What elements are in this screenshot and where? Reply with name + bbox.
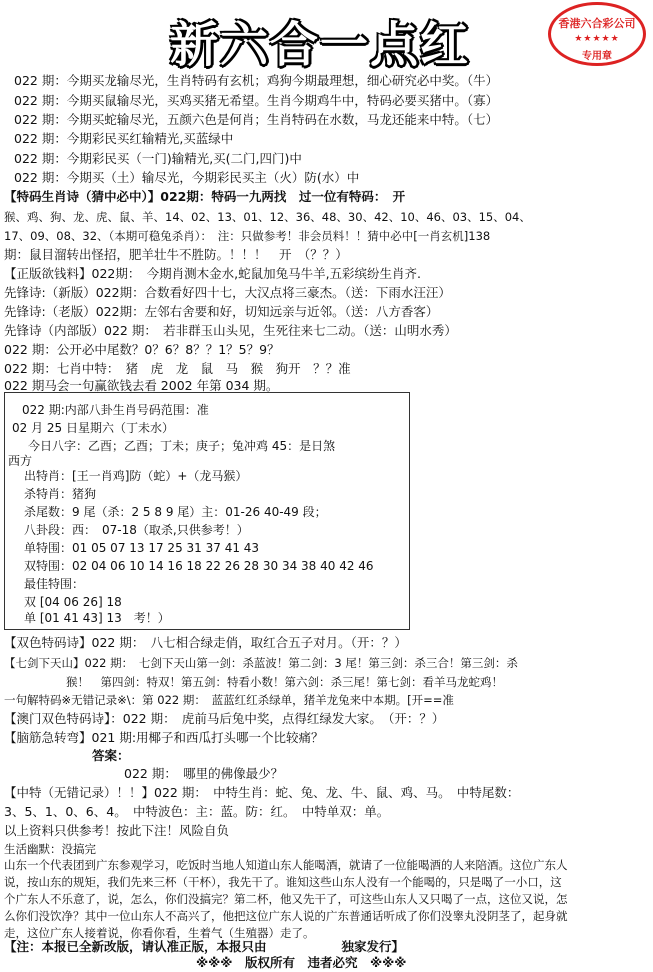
xianfeng-poem: 先锋诗（内部版）022 期： 若非群玉山头见，生死往来七二动。（送：山明水秀）	[4, 323, 457, 338]
box-row	[24, 609, 653, 627]
zhongte-line: 3、5、1、0、6、4。 中特波色：主：蓝。防：红。 中特单双：单。	[4, 804, 390, 819]
box-row	[24, 539, 653, 557]
yiju-jie-line: 一句解特码※无错记录※\：第 022 期： 蓝蓝红红杀绿单，猪羊龙兔来中本期。[开==准	[4, 693, 454, 707]
prediction-line: 022 期：今期彩民买红输精光,买蓝绿中	[14, 131, 234, 146]
row-value: [04 06 26] 18	[39, 595, 122, 609]
box-row	[24, 521, 653, 539]
row-label: 最佳特围：	[24, 577, 85, 591]
row-label: 双特围：	[24, 559, 73, 573]
page-title: 新六合一点红	[170, 17, 471, 73]
company-seal	[548, 2, 646, 66]
naojin-line: 【脑筋急转弯】021 期:用椰子和西瓜打头哪一个比较痛？	[4, 730, 324, 745]
notice-line: 【注：本报已全新改版，请认准正版，本报只由 独家发行】	[4, 939, 405, 954]
seal-stars: ★★★★★	[574, 34, 620, 44]
row-value: 猪狗	[72, 487, 97, 501]
box-row	[24, 503, 653, 521]
row-value: 9 尾（杀：2 5 8 9 尾）主：01-26 40-49 段；	[72, 505, 327, 519]
poem-line: 猴、鸡、狗、龙、虎、鼠、羊、14、02、13、01、12、36、48、30、42、10、46、03、15、04、	[4, 210, 531, 224]
humor-heading: 生活幽默：没搞完	[4, 842, 96, 856]
zhengban-heading: 【正版欲钱料】022期： 今期肖测木金水,蛇鼠加兔马牛羊,五彩缤纷生肖齐.	[4, 266, 422, 281]
box-row	[24, 467, 653, 485]
bagua-date: 02 月 25 日星期六（丁未水）	[12, 421, 174, 435]
xianfeng-poem: 先锋诗:（老版）022期：左邻右舍要和好，切知远亲与近邻。（送：八方香客）	[4, 304, 439, 319]
row-value: 西： 07-18（取杀,只供参考！）	[72, 523, 249, 537]
humor-line: 个广东人不乐意了，说，怎么，你们没搞完？第二杯，他又先干了，可这些山东人又只喝了一点，这位又说，怎	[4, 892, 568, 906]
prediction-line: 022 期：今期彩民买（一门)输精光,买(二门,四门)中	[14, 151, 302, 166]
row-value: 01 05 07 13 17 25 31 37 41 43	[72, 541, 260, 555]
naojin-line: 022 期： 哪里的佛像最少？	[124, 766, 284, 781]
row-value: [王一肖鸡]防（蛇）+（龙马猴）	[72, 469, 248, 483]
qijian-line: 【七剑下天山】022 期： 七剑下天山第一剑：杀蓝波！第二剑：3 尾！第三剑：杀三合！第三剑：杀	[4, 656, 518, 670]
humor-line: 么你们没饮净？其中一位山东人不高兴了，他把这位广东人说的广东普通话听成了你们没睾丸没阴茎了，起身就	[4, 909, 568, 923]
bagua-bazi: 今日八字：乙酉；乙酉；丁未；庚子；兔冲鸡 45：是日煞	[28, 439, 336, 453]
qijian-line: 猴！ 第四剑：特双！第五剑：特看小数！第六剑：杀三尾！第七剑：看羊马龙蛇鸡！	[66, 675, 503, 689]
row-label: 八卦段：	[24, 523, 73, 537]
shuangse-line: 【双色特码诗】022 期： 八七相合绿走俏，取红合五子对月。（开：？）	[4, 635, 407, 650]
bagua-title: 022 期:内部八卦生肖号码范围：准	[22, 403, 209, 417]
row-label: 单	[24, 611, 37, 625]
row-label: 杀尾数：	[24, 505, 73, 519]
row-label: 杀特肖：	[24, 487, 73, 501]
yiju-line: 022 期马会一句赢欲钱去看 2002 年第 034 期。	[4, 378, 279, 393]
poem-line: 17、09、08、32、（本期可稳兔杀肖）： 注：只做参考！非会员料！！猜中必中[一肖玄机]138	[4, 229, 491, 243]
prediction-line: 022 期：今期买鼠输尽光，买鸡买猪无希望。生肖今期鸡牛中，特码必要买猪中。（寡）	[14, 93, 499, 108]
copyright-line: ※※※ 版权所有 违者必究 ※※※	[196, 955, 407, 970]
prediction-line: 022 期：今期买蛇输尽光，五颜六色是何肖；生肖特码在水数，马龙还能来中特。（七）	[14, 112, 499, 127]
box-row	[24, 575, 653, 593]
answer-label: 答案：	[92, 748, 130, 763]
seal-sub-text: 专用章	[582, 51, 612, 62]
bagua-west: 西方	[8, 454, 33, 468]
row-value: 02 04 06 10 14 16 18 22 26 28 30 34 38 40 42 46	[72, 559, 374, 573]
box-row	[24, 485, 653, 503]
row-value: [01 41 43] 13 考！）	[39, 611, 170, 625]
qixiao-line: 022 期：七肖中特： 猪 虎 龙 鼠 马 猴 狗开 ？？准	[4, 361, 351, 376]
row-label: 出特肖：	[24, 469, 73, 483]
prediction-line: 022 期：今期买（土）输尽光，今期彩民买主（火）防(水）中	[14, 170, 360, 185]
seal-arc-text: 香港六合彩公司	[558, 17, 636, 30]
poem-heading: 【特码生肖诗（猜中必中）】022期：特码一九两找 过一位有特码： 开	[4, 189, 406, 204]
zhongte-line: 【中特（无错记录）！！】022 期： 中特生肖：蛇、兔、龙、牛、鼠、鸡、马。 中特尾数：	[4, 785, 520, 800]
humor-line: 说，按山东的规矩，我们先来三杯（干杯），我先干了。谁知这些山东人没有一个能喝的，只是喝了一小口，这	[4, 875, 562, 889]
humor-line: 山东一个代表团到广东参观学习，吃饭时当地人知道山东人能喝酒，就请了一位能喝酒的人来陪酒。这位广东人	[4, 858, 568, 872]
box-row	[24, 557, 653, 575]
poem-line: 期：鼠目溜转出怪招，肥羊壮牛不胜防。！！！ 开 （？？）	[4, 247, 348, 262]
prediction-line: 022 期：今期买龙输尽光，生肖特码有玄机；鸡狗今期最理想，细心研究必中奖。（牛）	[14, 73, 499, 88]
xianfeng-poem: 先锋诗:（新版）022期：合数看好四十七，大汉点将三豪杰。（送：下雨水汪汪）	[4, 285, 451, 300]
aomen-line: 【澳门双色特码诗】：022 期： 虎前马后兔中奖，点得红绿发大家。 （开：？）	[4, 711, 445, 726]
row-label: 单特围：	[24, 541, 73, 555]
row-label: 双	[24, 595, 37, 609]
disclaimer: 以上资料只供参考！按此下注！风险自负	[4, 823, 230, 838]
humor-line: 走，这位广东人接着说，你看你看，生着气（生殖器）走了。	[4, 926, 315, 940]
weishu-line: 022 期：公开必中尾数？0？6？8？？1？5？9？	[4, 342, 280, 357]
